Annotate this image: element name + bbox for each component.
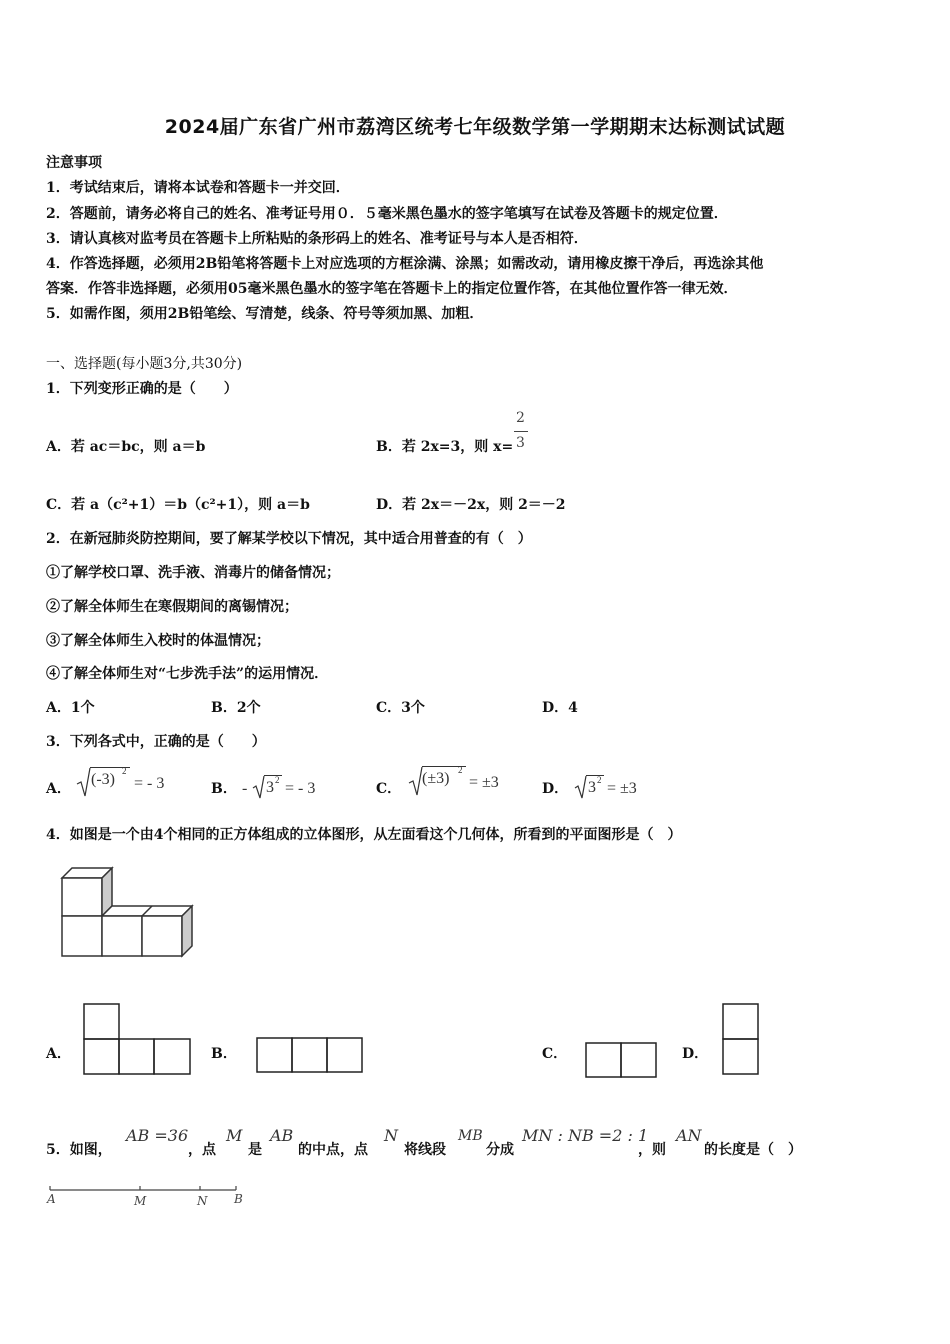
page-title: 2024届广东省广州市荔湾区统考七年级数学第一学期期末达标测试试题 [164, 116, 786, 138]
q3-option-c-label: C． [376, 781, 402, 797]
q4-option-c-figure [585, 1042, 659, 1080]
q3-d-inner: 3 [588, 779, 596, 796]
q2-item: ④了解全体师生对“七步洗手法”的运用情况． [46, 666, 329, 682]
q1-option-c: C．若 a（c²+1）＝b（c²+1），则 a＝b [46, 497, 310, 513]
q3-option-a-label: A． [46, 781, 71, 797]
q5-stem-part: 的中点，点 [298, 1142, 368, 1158]
q1-fraction-num: 2 [516, 410, 525, 426]
q3-option-d-label: D． [542, 781, 569, 797]
q3-a-inner: (-3) [91, 771, 115, 788]
q5-stem-part: 5．如图， [46, 1142, 112, 1158]
q3-c-inner: (±3) [422, 770, 450, 787]
q5-stem-part: 的长度是（ ） [704, 1142, 802, 1158]
fraction-bar [514, 431, 528, 432]
q3-c-rhs: = ±3 [469, 774, 499, 791]
q5-stem-part: ，则 [638, 1142, 666, 1158]
notice-heading: 注意事项 [46, 155, 102, 171]
q4-option-a-label: A． [46, 1046, 71, 1062]
q2-item: ③了解全体师生入校时的体温情况； [46, 633, 270, 649]
q2-option-d: D．4 [542, 700, 578, 716]
q3-a-sup: 2 [122, 766, 127, 776]
q2-option-c: C．3个 [376, 700, 425, 716]
q1-fraction-den: 3 [516, 435, 525, 451]
q3-b-minus: - [242, 780, 248, 797]
q1-option-b: B．若 2x=3，则 x= [376, 439, 514, 455]
q5-math-an: AN [676, 1126, 702, 1145]
q4-option-d-figure [722, 1003, 760, 1077]
notice-item: 4．作答选择题，必须用2B铅笔将答题卡上对应选项的方框涂满、涂黑；如需改动，请用橡皮擦干净后，再选涂其他 [46, 256, 764, 272]
notice-item: 5．如需作图，须用2B铅笔绘、写清楚，线条、符号等须加黑、加粗． [46, 306, 484, 322]
q4-option-b-figure [256, 1037, 364, 1075]
q5-math-mb: MB [458, 1128, 483, 1144]
q5-stem-part: 是 [248, 1142, 262, 1158]
q5-math-n: N [384, 1126, 398, 1145]
notice-item: 1．考试结束后，请将本试卷和答题卡一并交回． [46, 180, 350, 196]
q3-b-sup: 2 [275, 775, 280, 785]
q4-stem: 4．如图是一个由4个相同的正方体组成的立体图形，从左面看这个几何体，所看到的平面图形是（ ） [46, 827, 682, 843]
cube-solid-figure [58, 864, 208, 960]
q3-b-inner: 3 [266, 779, 274, 796]
q3-option-b-label: B． [211, 781, 237, 797]
notice-item: 3．请认真核对监考员在答题卡上所粘贴的条形码上的姓名、准考证号与本人是否相符． [46, 231, 588, 247]
q5-stem-part: ，点 [188, 1142, 216, 1158]
q3-c-sup: 2 [458, 765, 463, 775]
q5-line-segment-figure [46, 1182, 256, 1212]
q5-math-ratio: MN : NB =2 : 1 [522, 1126, 649, 1145]
q5-stem-part: 分成 [486, 1142, 514, 1158]
q5-math-m: M [226, 1126, 243, 1145]
point-label-b: B [234, 1192, 243, 1206]
q2-item: ①了解学校口罩、洗手液、消毒片的储备情况； [46, 565, 340, 581]
q3-d-rhs: = ±3 [607, 780, 637, 797]
q5-stem-part: 将线段 [404, 1142, 446, 1158]
q4-option-d-label: D． [682, 1046, 709, 1062]
radical-sign-icon [76, 766, 92, 798]
q1-option-d: D．若 2x＝－2x，则 2＝－2 [376, 497, 566, 513]
q3-a-rhs: = - 3 [134, 775, 165, 792]
point-label-a: A [47, 1192, 56, 1206]
section-heading: 一、选择题(每小题3分,共30分) [46, 356, 243, 372]
q3-b-rhs: = - 3 [285, 780, 316, 797]
point-label-m: M [134, 1194, 147, 1208]
q5-math-ab: AB [270, 1126, 294, 1145]
radical-sign-icon [252, 774, 266, 800]
q3-stem: 3．下列各式中，正确的是（ ） [46, 734, 266, 750]
q4-option-b-label: B． [211, 1046, 237, 1062]
notice-item: 答案．作答非选择题，必须用05毫米黑色墨水的签字笔在答题卡上的指定位置作答，在其他位置作答一律无效． [46, 281, 738, 297]
q1-option-a: A．若 ac＝bc，则 a＝b [46, 439, 206, 455]
q4-option-a-figure [83, 1003, 193, 1077]
notice-item: 2．答题前，请务必将自己的姓名、准考证号用０．５毫米黑色墨水的签字笔填写在试卷及答题卡的规定位置． [46, 206, 728, 222]
q5-math-ab36: AB =36 [126, 1126, 189, 1145]
q3-d-sup: 2 [597, 775, 602, 785]
radical-sign-icon [574, 774, 588, 800]
q4-option-c-label: C． [542, 1046, 568, 1062]
q2-stem: 2．在新冠肺炎防控期间，要了解某学校以下情况，其中适合用普查的有（ ） [46, 531, 532, 547]
point-label-n: N [197, 1194, 208, 1208]
q2-option-b: B．2个 [211, 700, 261, 716]
q2-item: ②了解全体师生在寒假期间的离锡情况； [46, 599, 298, 615]
q2-option-a: A．1个 [46, 700, 95, 716]
q1-stem: 1．下列变形正确的是（ ） [46, 381, 238, 397]
